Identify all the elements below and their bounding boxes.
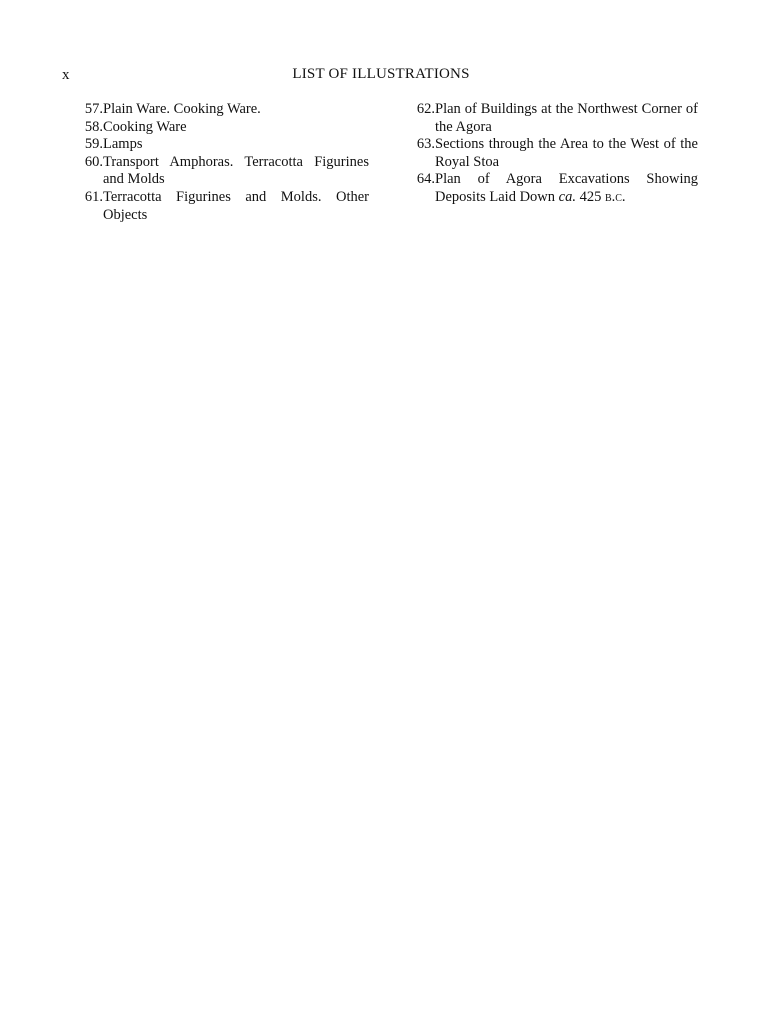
item-caption: Plan of Buildings at the Northwest Corner of the Agora: [435, 101, 698, 135]
list-item: [402, 171, 698, 206]
item-number: 62.: [416, 101, 435, 117]
list-item: [402, 136, 698, 171]
item-caption: Plain Ware. Cooking Ware.: [103, 101, 261, 117]
item-caption: Lamps: [103, 136, 143, 153]
item-number: 60.: [84, 153, 103, 170]
item-caption: Sections through the Area to the West of the Royal Stoa: [435, 136, 698, 170]
list-item: [70, 119, 369, 137]
item-caption: Terracotta Figurines and Molds. Other Objects: [103, 188, 369, 223]
caption-italic: ca.: [558, 188, 576, 205]
item-number: 58.: [84, 118, 103, 135]
list-item: [70, 136, 369, 154]
page-title: LIST OF ILLUSTRATIONS: [292, 66, 470, 82]
item-caption: Transport Amphoras. Terracotta Figurines and Molds: [103, 153, 369, 188]
illustrations-list-right: [402, 101, 698, 207]
item-number: 64.: [416, 171, 435, 188]
list-item: [402, 101, 698, 136]
item-caption: Cooking Ware: [103, 118, 187, 135]
item-caption: [435, 171, 698, 206]
list-item: [70, 189, 369, 224]
caption-era: b.c.: [604, 188, 626, 205]
illustrations-list-left: [70, 101, 369, 224]
caption-text-after: 425: [575, 188, 605, 205]
item-number: 61.: [84, 188, 103, 205]
list-item: [70, 101, 369, 119]
item-number: 59.: [84, 136, 103, 153]
page-number: x: [62, 67, 70, 83]
list-item: [70, 154, 369, 189]
caption-text: Plan of Agora Excavations Showing Deposits Laid Down: [435, 171, 698, 205]
item-number: 63.: [416, 136, 435, 153]
item-number: 57.: [84, 101, 103, 117]
